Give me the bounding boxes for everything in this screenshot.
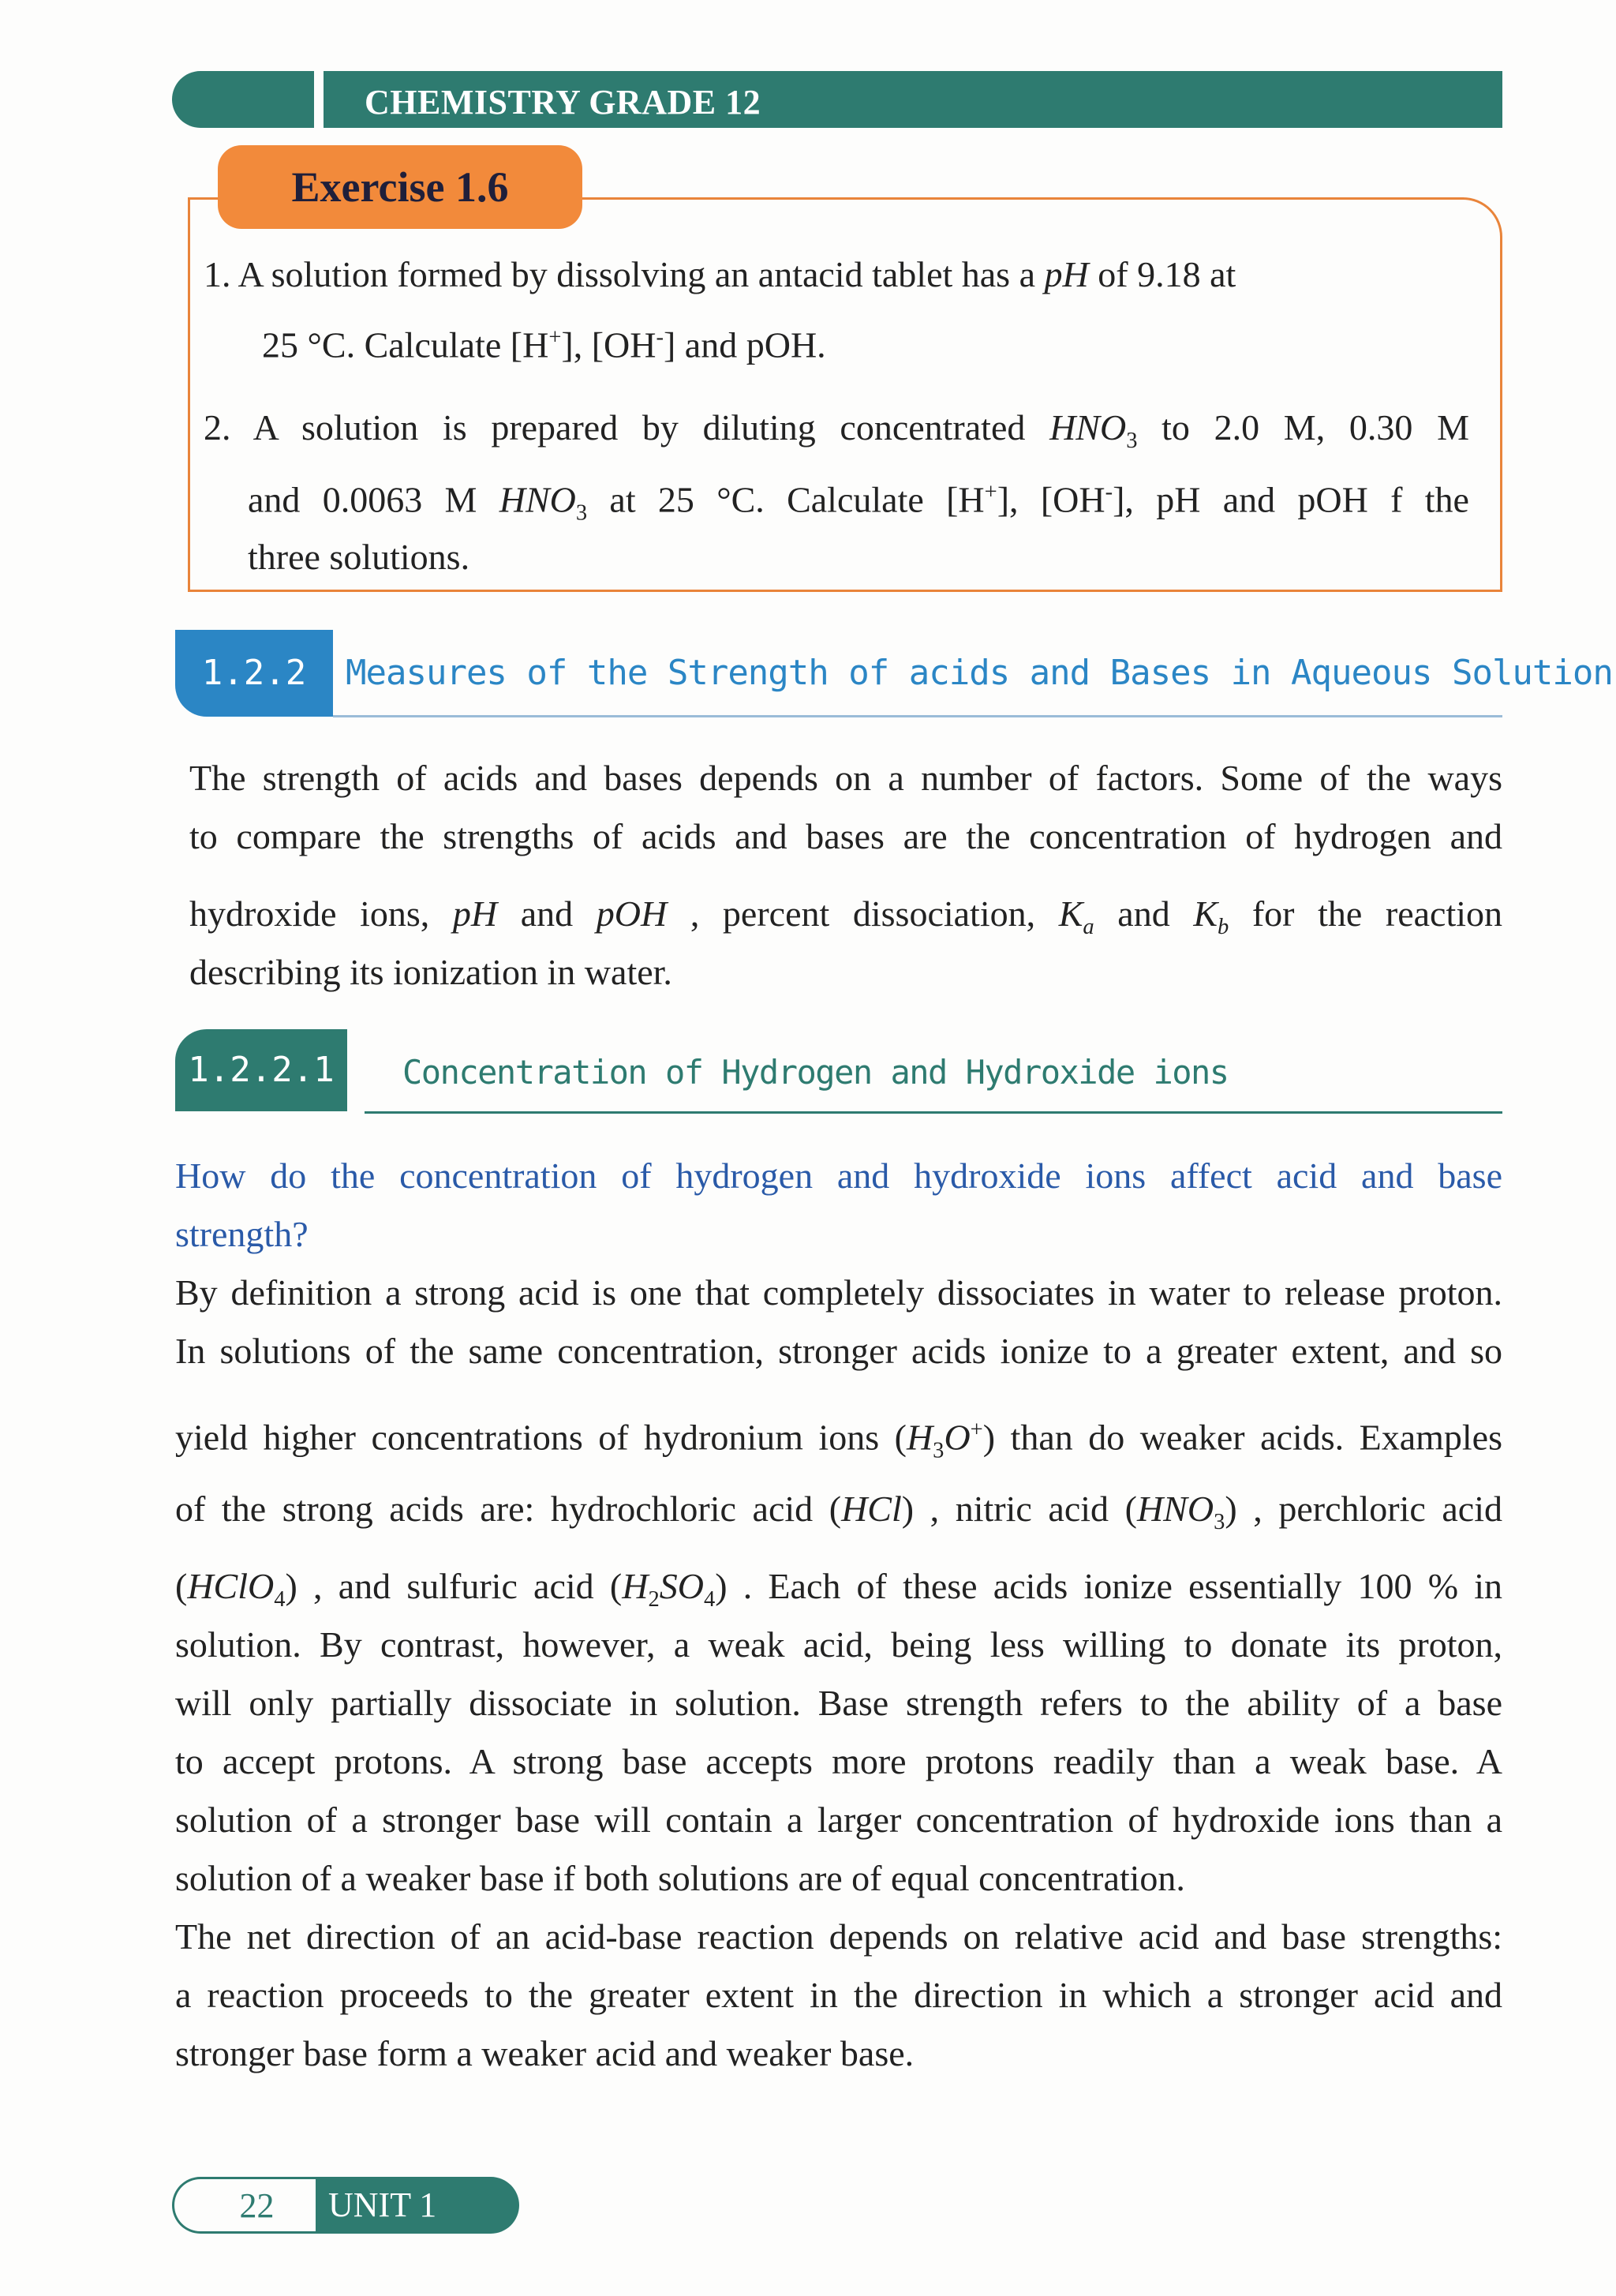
body-line13: stronger base form a weaker acid and weaker base. bbox=[175, 2033, 915, 2073]
body-line3: yield higher concentrations of hydronium ions $(H_3O^+)$ than do weaker acids. Examples bbox=[175, 1417, 1502, 1463]
question-line1: How do the concentration of hydrogen and hydroxide ions affect acid and base bbox=[175, 1155, 1502, 1196]
intro-line4: describing its ionization in water. bbox=[189, 952, 672, 992]
header-left-tab bbox=[172, 71, 314, 128]
body-line1: By definition a strong acid is one that completely dissociates in water to release proton. bbox=[175, 1272, 1502, 1313]
body-line4: of the strong acids are: hydrochloric acid (HCl) , nitric acid $(HNO_3)$ , perchloric acid bbox=[175, 1489, 1502, 1535]
section-rule bbox=[333, 715, 1502, 717]
header-title: CHEMISTRY GRADE 12 bbox=[365, 83, 761, 122]
exercise-q2-line1: 2. A solution is prepared by diluting concentrated $HNO_3$ to 2.0 M, 0.30 M bbox=[204, 407, 1469, 454]
exercise-q2-line2: and 0.0063 M $HNO_3$ at 25 °C. Calculate [H+], [OH-], pH and pOH f the bbox=[248, 479, 1469, 526]
section-number: 1.2.2 bbox=[175, 630, 333, 717]
exercise-tab: Exercise 1.6 bbox=[218, 145, 582, 229]
body-line2: In solutions of the same concentration, stronger acids ionize to a greater extent, and so bbox=[175, 1331, 1502, 1371]
body-line10: solution of a weaker base if both solutions are of equal concentration. bbox=[175, 1858, 1185, 1898]
body-line9: solution of a stronger base will contain a larger concentration of hydroxide ions than a bbox=[175, 1800, 1502, 1840]
body-line6: solution. By contrast, however, a weak acid, being less willing to donate its proton, bbox=[175, 1624, 1502, 1665]
body-line7: will only partially dissociate in solution. Base strength refers to the ability of a base bbox=[175, 1683, 1502, 1723]
body-line11: The net direction of an acid-base reaction depends on relative acid and base strengths: bbox=[175, 1916, 1502, 1957]
intro-line2: to compare the strengths of acids and bases are the concentration of hydrogen and bbox=[189, 816, 1502, 856]
subsection-title: Concentration of Hydrogen and Hydroxide ions bbox=[402, 1053, 1229, 1092]
exercise-q1-line2: 25 °C. Calculate [H+], [OH-] and pOH. bbox=[262, 324, 826, 365]
intro-line1: The strength of acids and bases depends on a number of factors. Some of the ways bbox=[189, 758, 1502, 798]
footer-page-number: 22 bbox=[172, 2177, 316, 2234]
header-bar bbox=[324, 71, 1502, 128]
exercise-q2-line3: three solutions. bbox=[248, 537, 470, 577]
question-line2: strength? bbox=[175, 1214, 309, 1254]
body-line12: a reaction proceeds to the greater extent in the direction in which a stronger acid and bbox=[175, 1975, 1502, 2015]
subsection-rule bbox=[365, 1111, 1502, 1114]
body-line5: (HClO$_4$) , and sulfuric acid $(H_2SO_4)$ . Each of these acids ionize essentially 100 % in bbox=[175, 1566, 1502, 1612]
body-line8: to accept protons. A strong base accepts more protons readily than a weak base. A bbox=[175, 1741, 1502, 1781]
subsection-number: 1.2.2.1 bbox=[175, 1029, 347, 1111]
footer-unit-label: UNIT 1 bbox=[316, 2177, 519, 2234]
exercise-q1-line1: 1. A solution formed by dissolving an antacid tablet has a pH of 9.18 at bbox=[204, 254, 1236, 294]
section-title: Measures of the Strength of acids and Bases in Aqueous Solution bbox=[346, 653, 1613, 693]
intro-line3: hydroxide ions, pH and pOH , percent dissociation, $K_a$ and $K_b$ for the reaction bbox=[189, 893, 1503, 940]
